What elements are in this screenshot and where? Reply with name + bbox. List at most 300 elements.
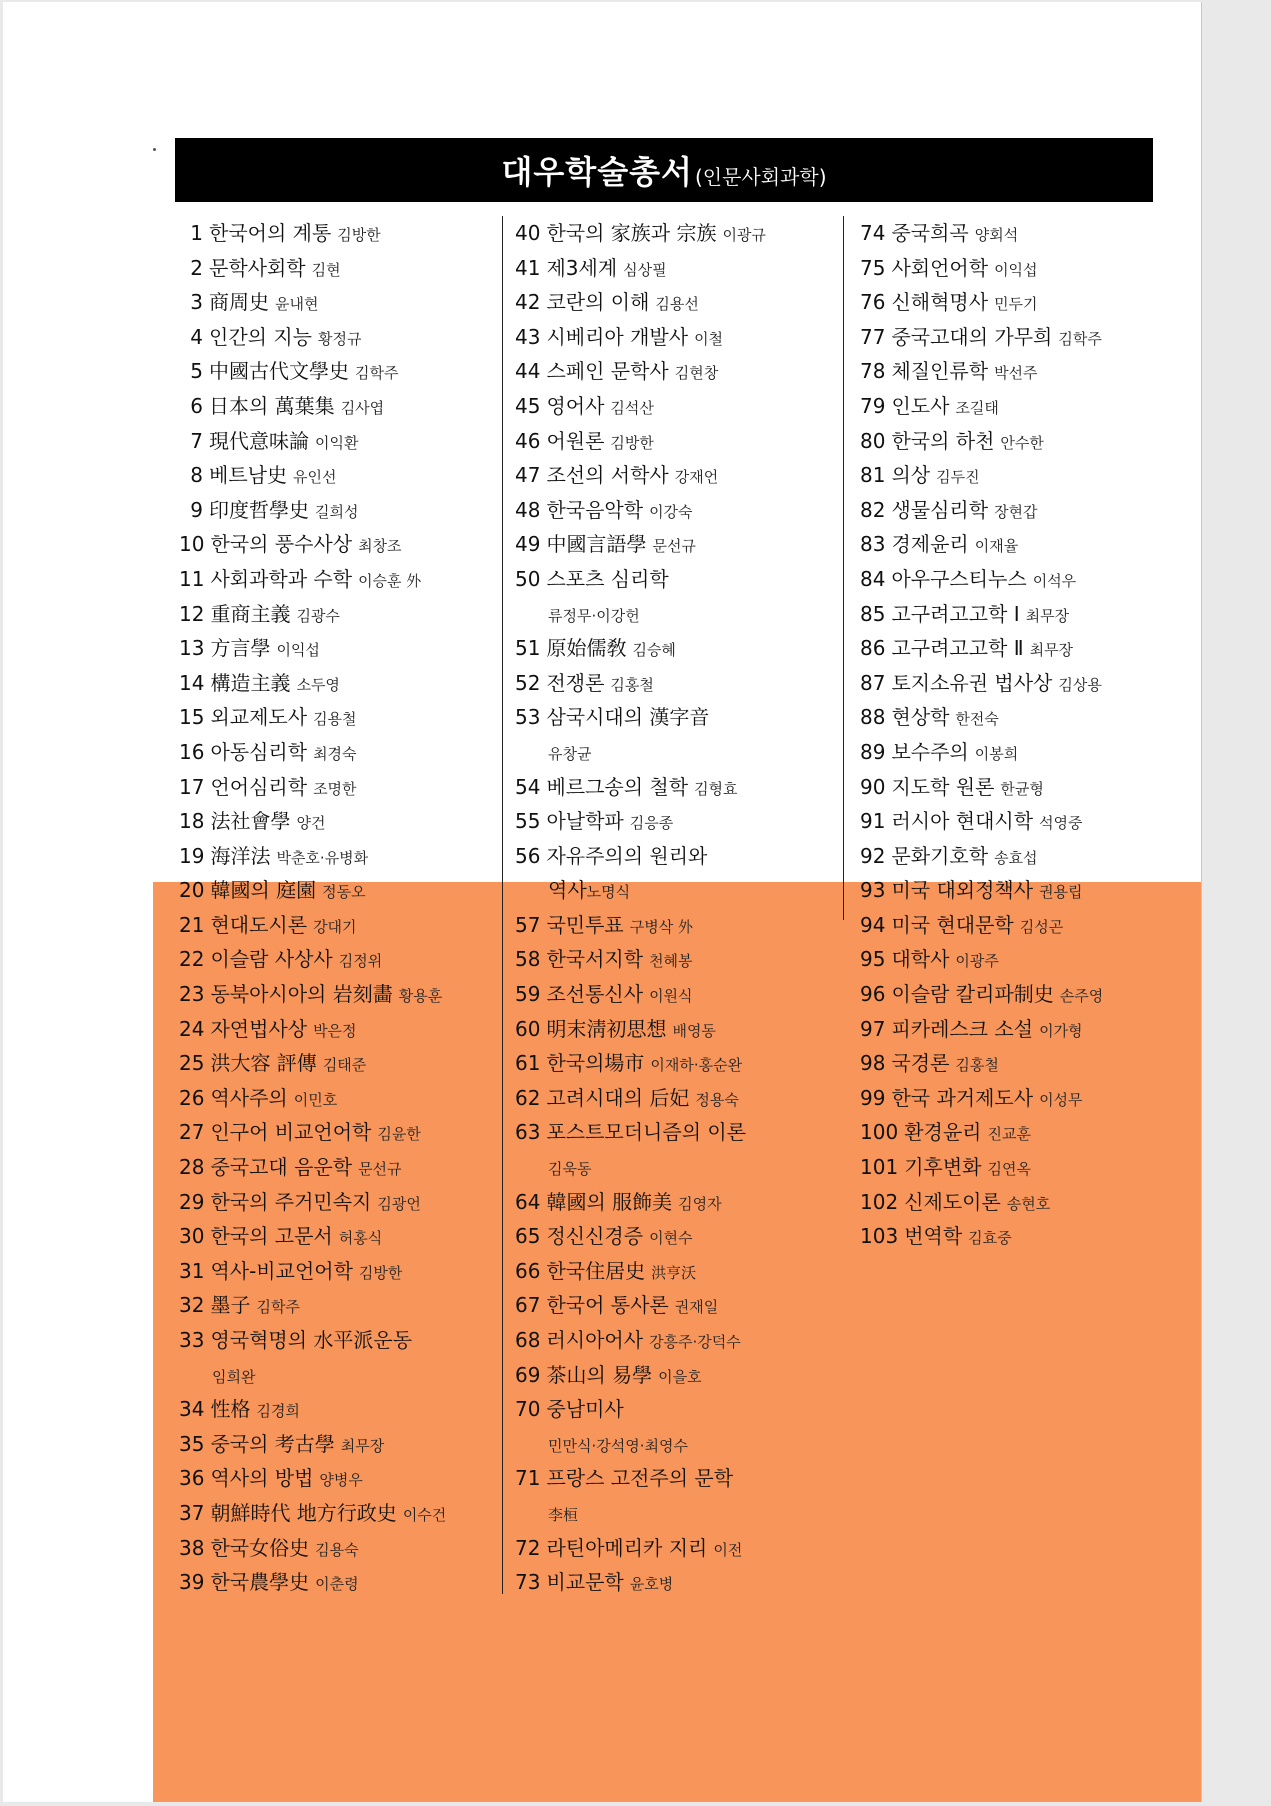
book-number: 31 [179,1258,205,1283]
book-author: 김광언 [377,1194,421,1213]
book-author: 강대기 [313,917,357,936]
book-title: 한국어 통사론 [546,1293,669,1318]
book-number: 88 [860,705,886,730]
book-title: 아동심리학 [210,739,308,764]
book-author: 양건 [296,814,326,833]
book-list-item [860,666,1190,701]
book-list-item [860,839,1190,874]
book-author: 한전숙 [955,710,999,729]
book-list-item [515,424,835,459]
book-title: 토지소유권 법사상 [891,670,1053,695]
book-list-item [515,216,835,251]
book-number: 86 [860,636,886,661]
book-list-item [860,216,1190,251]
book-number: 11 [179,566,205,591]
book-list-item [860,354,1190,389]
book-number: 38 [179,1535,205,1560]
book-title: 라틴아메리카 지리 [546,1535,708,1560]
book-author: 김홍철 [955,1056,999,1075]
book-number: 96 [860,982,886,1007]
book-number: 94 [860,912,886,937]
book-list-item [860,1219,1190,1254]
book-title: 조선의 서학사 [546,463,669,488]
book-list-item [179,1115,499,1150]
book-list-item [515,354,835,389]
book-title: 構造主義 [210,670,291,695]
series-subtitle: (인문사회과학) [694,164,827,189]
book-list-item [515,1046,835,1081]
book-author: 소두영 [296,675,340,694]
book-number: 58 [515,947,541,972]
book-title: 환경윤리 [904,1120,982,1145]
book-author: 이광주 [955,952,999,971]
book-list-item [179,1046,499,1081]
book-author: 이가형 [1039,1021,1083,1040]
book-title: 보수주의 [891,739,969,764]
book-number: 65 [515,1224,541,1249]
book-title: 국민투표 [546,912,624,937]
book-list-item [515,1254,835,1289]
book-number: 15 [179,705,205,730]
book-author: 김홍철 [610,675,654,694]
book-number: 54 [515,774,541,799]
book-number: 75 [860,255,886,280]
book-number: 93 [860,878,886,903]
book-list-item [515,839,835,874]
book-number: 19 [179,843,205,868]
book-number: 53 [515,705,541,730]
book-title: 아우구스티누스 [891,566,1027,591]
book-number: 92 [860,843,886,868]
book-number: 12 [179,601,205,626]
book-author: 김형효 [694,779,738,798]
book-title: 자연법사상 [210,1016,308,1041]
book-title: 신제도이론 [904,1189,1001,1214]
book-number: 57 [515,912,541,937]
book-title: 영국혁명의 水平派운동 [210,1328,413,1352]
book-number: 97 [860,1016,886,1041]
book-title: 韓國의 庭園 [210,878,317,903]
book-author: 임희완 [212,1367,256,1386]
book-number: 37 [179,1500,205,1525]
book-title: 海洋法 [210,843,271,868]
book-number: 81 [860,463,886,488]
book-title: 한국어의 계통 [209,221,332,245]
book-list-item [860,977,1190,1012]
book-number: 78 [860,359,886,384]
book-list-item [860,770,1190,805]
book-list-item [515,251,835,286]
book-number: 64 [515,1189,541,1214]
book-number: 22 [179,947,205,972]
book-list-item [515,666,835,701]
book-author: 김용철 [313,710,357,729]
book-title: 고려시대의 后妃 [546,1085,690,1110]
book-list-item [515,977,835,1012]
book-author: 김태준 [322,1056,367,1075]
book-list-item [515,562,835,597]
book-title: 중남미사 [546,1397,624,1422]
book-list-item [179,942,499,977]
book-list-item [860,1185,1190,1220]
book-title: 전쟁론 [546,670,605,695]
book-title: 영어사 [546,393,605,418]
book-author: 이재하·홍순완 [650,1056,743,1075]
book-list-item [515,873,835,908]
book-list-column-3 [860,216,1190,1254]
book-author: 김상용 [1058,675,1102,694]
book-title: 인간의 지능 [209,324,312,349]
book-title: 商周史 [209,290,269,315]
book-author: 구병삭 外 [629,917,693,936]
book-list-item [179,1392,499,1427]
book-title: 韓國의 服飾美 [546,1189,673,1214]
book-number: 13 [179,636,205,661]
book-author: 이전 [713,1540,743,1559]
book-number: 34 [179,1397,205,1422]
book-number: 24 [179,1016,205,1041]
book-title: 고구려고고학 Ⅱ [891,636,1024,661]
book-list-item [515,493,835,528]
book-list-item [515,1461,835,1496]
book-author: 김윤한 [377,1125,421,1144]
book-author: 김학주 [256,1298,300,1317]
book-title: 한국서지학 [546,947,644,972]
book-number: 39 [179,1570,205,1595]
book-number: 25 [179,1051,205,1076]
book-number: 26 [179,1085,205,1110]
book-number: 10 [179,532,205,557]
book-list-item [860,562,1190,597]
book-list-item [860,735,1190,770]
book-list-item [179,735,499,770]
book-author: 유창균 [548,744,592,763]
book-title: 한국 과거제도사 [891,1085,1034,1110]
book-number: 44 [515,359,541,384]
book-list-item [860,597,1190,632]
book-list-item [179,1219,499,1254]
book-list-item [860,873,1190,908]
book-author: 洪亨沃 [651,1263,697,1282]
book-list-item [515,804,835,839]
book-number: 16 [179,739,205,764]
book-list-item [179,804,499,839]
book-title: 한국의 고문서 [210,1224,333,1249]
book-list-item [860,631,1190,666]
book-number: 66 [515,1258,541,1283]
book-list-item [515,1012,835,1047]
book-author: 김연옥 [987,1160,1031,1179]
book-author: 조명한 [313,779,357,798]
book-title: 정신신경증 [546,1224,644,1249]
book-number: 52 [515,670,541,695]
book-author: 최무장 [1025,606,1070,625]
book-author: 김욱동 [548,1160,592,1179]
book-number: 1 [190,221,203,245]
book-number: 32 [179,1293,205,1318]
book-list-item [860,1115,1190,1150]
book-number: 60 [515,1016,541,1041]
book-author: 장현갑 [994,502,1038,521]
book-number: 4 [190,324,203,349]
book-author: 김효중 [968,1229,1012,1248]
book-author: 민만식·강석영·최영수 [548,1436,688,1455]
book-number: 48 [515,497,541,522]
book-list-item [860,424,1190,459]
book-title: 경제윤리 [891,532,969,557]
book-author: 권용립 [1039,883,1083,902]
book-title: 베르그송의 철학 [546,774,689,799]
book-list-item [179,354,499,389]
book-number: 72 [515,1535,541,1560]
book-author: 류정무·이강헌 [548,606,640,625]
book-author: 이봉희 [974,744,1019,763]
book-author: 천혜봉 [649,952,693,971]
book-list-item [515,1496,835,1531]
book-title: 신해혁명사 [891,290,989,315]
book-author: 양회석 [974,226,1019,244]
book-author: 김학주 [355,364,399,383]
book-title: 조선통신사 [546,982,644,1007]
book-number: 95 [860,947,886,972]
book-number: 49 [515,532,541,557]
book-author: 정동오 [322,883,366,902]
book-author: 석영중 [1039,814,1083,833]
book-number: 33 [179,1328,205,1352]
book-number: 17 [179,774,205,799]
book-list-item [860,1150,1190,1185]
book-title: 原始儒敎 [546,636,627,661]
book-number: 14 [179,670,205,695]
book-list-item [515,1427,835,1462]
book-number: 45 [515,393,541,418]
book-title: 역사 [548,878,587,903]
book-list-item [860,908,1190,943]
book-number: 89 [860,739,886,764]
book-title: 한국의 주거민속지 [210,1189,372,1214]
book-author: 이광규 [722,226,766,244]
book-title: 삼국시대의 漢字音 [546,705,710,730]
column-divider [843,216,844,920]
book-title: 한국음악학 [546,497,644,522]
book-list-item [179,908,499,943]
book-number: 100 [860,1120,899,1145]
book-author: 최경숙 [313,744,357,763]
book-author: 조길태 [955,398,999,417]
book-author: 진교훈 [987,1125,1031,1144]
book-title: 역사주의 [210,1085,288,1110]
book-list-item [515,908,835,943]
book-number: 79 [860,393,886,418]
book-number: 68 [515,1328,541,1352]
book-author: 송효섭 [994,848,1038,867]
book-author: 양병우 [319,1471,363,1490]
book-author: 이원식 [649,987,693,1006]
book-number: 6 [190,393,203,418]
book-author: 김영자 [678,1194,722,1213]
book-list-item [179,700,499,735]
book-number: 2 [190,255,203,280]
book-list-item [179,1185,499,1220]
book-list-item [179,977,499,1012]
book-title: 한국의 풍수사상 [210,532,353,557]
book-author: 김현 [311,260,341,279]
book-author: 문선규 [652,537,696,556]
book-title: 피카레스크 소설 [891,1016,1034,1041]
book-list-item [860,804,1190,839]
book-author: 강흥주·강덕수 [649,1333,741,1351]
book-title: 대학사 [891,947,950,972]
book-title: 포스트모더니즘의 이론 [546,1120,747,1145]
book-list-item [515,285,835,320]
book-title: 한국의場市 [546,1051,645,1076]
book-number: 91 [860,809,886,834]
book-list-item [179,458,499,493]
book-number: 41 [515,255,541,280]
book-list-item [860,1012,1190,1047]
book-list-item [179,1254,499,1289]
book-list-item [515,597,835,632]
book-title: 러시아어사 [546,1328,644,1352]
book-list-item [515,1288,835,1323]
book-author: 이철 [694,329,724,348]
book-author: 김학주 [1058,329,1102,348]
book-list-item [179,562,499,597]
book-author: 윤호병 [629,1575,674,1594]
book-list-item [515,1219,835,1254]
book-title: 法社會學 [210,809,291,834]
book-list-column-2 [515,216,835,1600]
book-title: 문화기호학 [891,843,989,868]
book-author: 노명식 [586,883,631,902]
book-title: 方言學 [210,636,271,661]
book-title: 明末淸初思想 [546,1016,667,1041]
book-list-item [860,942,1190,977]
dot-mark [153,148,156,151]
book-list-item [860,251,1190,286]
book-number: 103 [860,1224,899,1249]
book-title: 문학사회학 [209,255,306,280]
book-list-item [179,1531,499,1566]
book-author: 이승훈 外 [358,571,422,590]
book-number: 101 [860,1155,899,1180]
book-list-item [860,493,1190,528]
book-author: 이익섭 [276,641,320,660]
book-list-item [179,1565,499,1600]
book-number: 61 [515,1051,541,1076]
book-author: 윤내현 [275,295,319,314]
book-list-item [860,700,1190,735]
book-title: 자유주의의 원리와 [546,843,708,868]
book-list-item [515,1150,835,1185]
book-number: 29 [179,1189,205,1214]
book-author: 이수건 [402,1505,447,1524]
book-list-item [515,700,835,735]
book-title: 인구어 비교언어학 [210,1120,372,1145]
book-author: 허홍식 [338,1229,383,1248]
book-number: 21 [179,912,205,937]
book-title: 어원론 [546,428,605,453]
book-title: 중국고대의 가무희 [891,324,1053,349]
book-author: 정용숙 [695,1090,739,1109]
book-number: 102 [860,1189,899,1214]
book-title: 스페인 문학사 [546,359,669,384]
book-author: 김응종 [629,814,674,833]
book-number: 47 [515,463,541,488]
book-title: 한국의 하천 [891,428,995,453]
book-list-item [860,320,1190,355]
book-list-item [179,389,499,424]
book-author: 박은정 [313,1021,357,1040]
book-list-item [860,389,1190,424]
book-number: 82 [860,497,886,522]
book-title: 현상학 [891,705,950,730]
book-number: 23 [179,982,205,1007]
book-author: 박선주 [994,364,1038,383]
book-author: 강재언 [674,468,719,487]
book-list-item [179,1496,499,1531]
book-list-item [860,1081,1190,1116]
book-title: 외교제도사 [210,705,308,730]
book-author: 김광수 [296,606,340,625]
book-author: 손주영 [1059,987,1104,1006]
book-list-item [179,285,499,320]
book-list-item [179,873,499,908]
book-list-item [515,1358,835,1393]
book-title: 미국 현대문학 [891,912,1014,937]
book-title: 역사의 방법 [210,1466,314,1491]
book-list-item [179,1358,499,1393]
book-author: 김두진 [936,468,980,487]
book-number: 85 [860,601,886,626]
book-list-item [179,424,499,459]
book-title: 重商主義 [210,601,291,626]
book-title: 現代意味論 [209,428,309,453]
book-list-item [860,285,1190,320]
book-author: 김용선 [655,295,699,314]
book-list-item [515,942,835,977]
book-title: 朝鮮時代 地方行政史 [210,1500,397,1525]
book-author: 박춘호·유병화 [276,848,369,867]
book-author: 최무장 [1029,641,1074,660]
book-author: 권재일 [674,1298,719,1317]
book-title: 한국農學史 [210,1570,310,1595]
book-title: 중국고대 음운학 [210,1155,353,1180]
book-author: 최무장 [340,1436,385,1455]
book-number: 28 [179,1155,205,1180]
book-author: 김경희 [256,1402,300,1421]
book-number: 40 [515,221,541,245]
book-author: 이재율 [974,537,1019,556]
book-author: 이석우 [1032,571,1077,590]
book-list-item [179,1012,499,1047]
series-header [175,138,1153,202]
book-list-item [515,1392,835,1427]
book-title: 이슬람 칼리파制史 [891,982,1054,1007]
book-author: 안수한 [1000,433,1044,452]
book-title: 印度哲學史 [209,497,309,522]
book-title: 지도학 원론 [891,774,995,799]
book-number: 51 [515,636,541,661]
book-author: 이현수 [649,1229,693,1248]
book-list-item [515,527,835,562]
book-number: 84 [860,566,886,591]
book-list-item [515,320,835,355]
book-title: 性格 [210,1397,251,1422]
book-list-item [515,458,835,493]
book-author: 황용훈 [398,987,443,1006]
book-list-item [860,1046,1190,1081]
